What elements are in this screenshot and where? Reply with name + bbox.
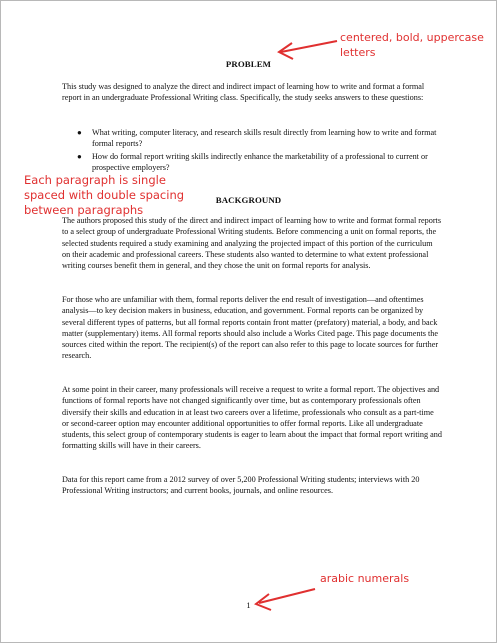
heading-format-note-line: letters (340, 46, 376, 59)
page-number-arrow-icon (1, 1, 497, 643)
problem-intro-paragraph: This study was designed to analyze the direct and indirect impact of learning how to write and format a formal report in an undergraduate Professional Writing class. Specifically, the study seeks answers to these questions: (62, 82, 425, 103)
background-paragraph: The authors proposed this study of the direct and indirect impact of learning how to write and format formal reports to a select group of undergraduate Professional Writing students. Before commencing a unit on formal reports, the selected students required a study examining and analyzing the projected impact of this portion of the curriculum on their academic and professional careers. These students also wanted to determine to what extent professional writing courses benefit them in general, and they chose the unit on formal reports for analysis. (62, 216, 442, 271)
heading-problem: PROBLEM (225, 59, 272, 69)
bullet-icon: ● (77, 151, 82, 161)
paragraph-spacing-note-line: between paragraphs (24, 203, 144, 217)
heading-format-note-line: centered, bold, uppercase (340, 31, 484, 44)
page-number: 1 (246, 600, 251, 610)
background-paragraph: For those who are unfamiliar with them, formal reports deliver the end result of investigation—and oftentimes analysis—to key decision makers in business, education, and government. Formal reports can be organized by several different types of patterns, but all formal reports contain front matter (prefatory) material, a body, and back matter (supplementary) items. All formal reports should also include a Works Cited page. This page documents the sources cited within the report. The recipient(s) of the report can also refer to this page to locate sources for further research. (62, 295, 439, 361)
heading-background: BACKGROUND (215, 195, 282, 205)
paragraph-spacing-note-line: Each paragraph is single (24, 173, 166, 187)
background-paragraph: Data for this report came from a 2012 survey of over 5,200 Professional Writing students; interviews with 20 Professional Writing instructors; and current books, journals, and online resources. (62, 475, 420, 496)
question-text: What writing, computer literacy, and research skills result directly from learning how to write and format formal reports? (92, 128, 437, 149)
question-text: How do formal report writing skills indirectly enhance the marketability of a professional to current or prospective employers? (92, 151, 428, 172)
background-paragraph: At some point in their career, many professionals will receive a request to write a formal report. The objectives and functions of formal reports have not changed significantly over time, but as contemporary professionals often diversify their skills and education in at least two careers over a lifetime, professionals who consult as a part-time or second-career option may encounter additional opportunities to offer formal reports. Like all undergraduate students, this select group of contemporary students is eager to learn about the impact that formal report writing and formatting skills will have in their careers. (62, 385, 442, 451)
bullet-icon: ● (77, 128, 82, 137)
paragraph-spacing-note-line: spaced with double spacing (24, 188, 185, 202)
page-number-note: arabic numerals (320, 572, 410, 585)
